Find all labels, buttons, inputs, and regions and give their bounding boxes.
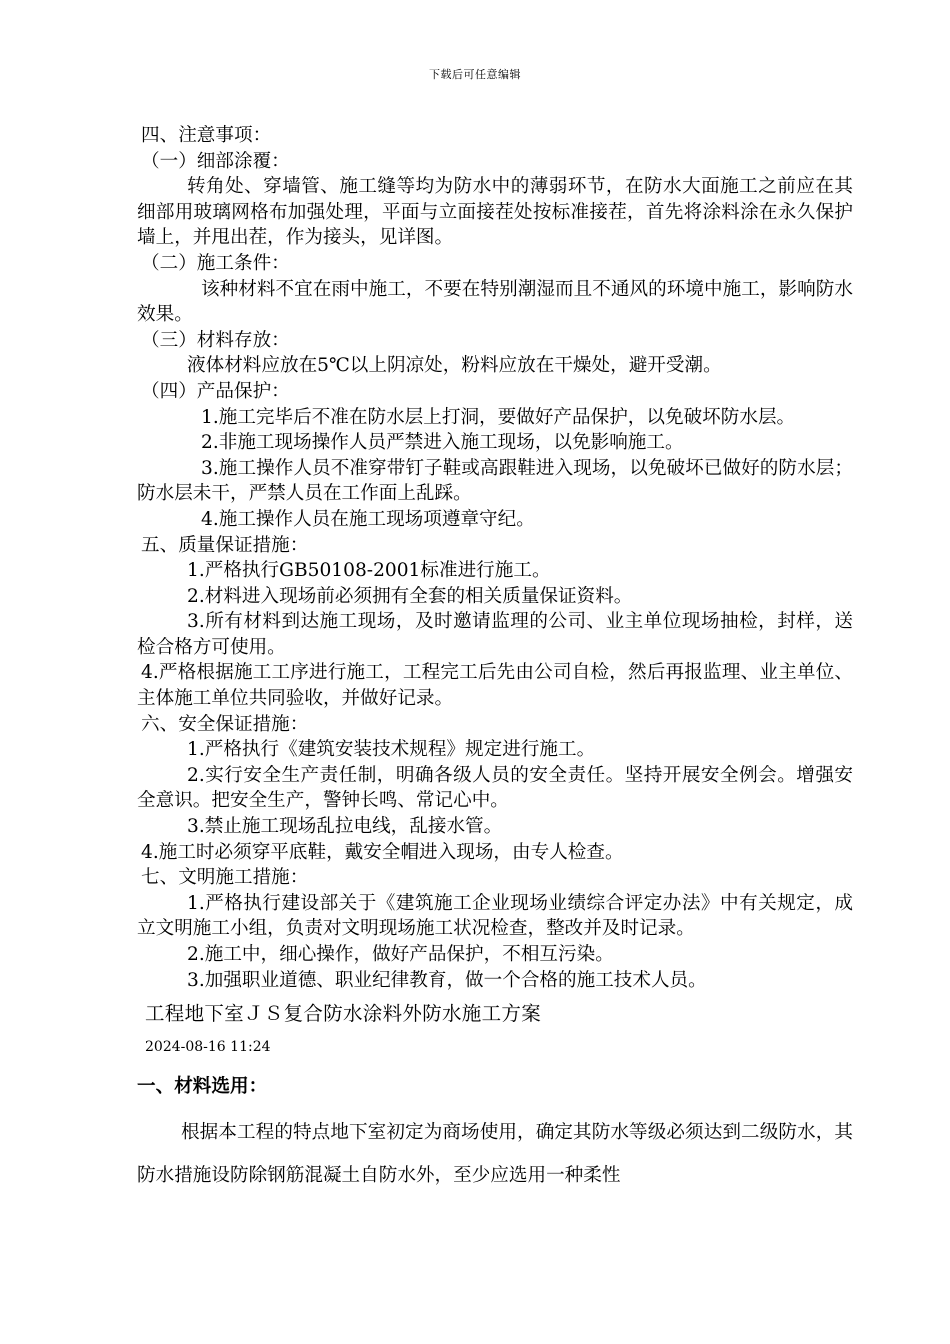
paragraph: 3.施工操作人员不准穿带钉子鞋或高跟鞋进入现场，以免破坏已做好的防水层；防水层未干，严禁人员在工作面上乱踩。 xyxy=(137,457,853,505)
paragraph: 六、安全保证措施： xyxy=(141,713,309,735)
document-body xyxy=(137,123,853,1197)
section-body-paragraph: 根据本工程的特点地下室初定为商场使用，确定其防水等级必须达到二级防水，其防水措施设防除钢筋混凝土自防水外，至少应选用一种柔性 xyxy=(137,1122,853,1187)
paragraph: （三）材料存放： xyxy=(141,329,290,351)
page-header: 下载后可任意编辑 xyxy=(429,68,521,81)
paragraph: 四、注意事项： xyxy=(141,125,272,146)
paragraph: 1.严格执行建设部关于《建筑施工企业现场业绩综合评定办法》中有关规定，成立文明施工小组，负责对文明现场施工状况检查，整改并及时记录。 xyxy=(137,892,853,940)
paragraph: 4.严格根据施工工序进行施工，工程完工后先由公司自检，然后再报监理、业主单位、主体施工单位共同验收，并做好记录。 xyxy=(137,662,853,710)
paragraph: 1.严格执行《建筑安装技术规程》规定进行施工。 xyxy=(187,739,596,761)
paragraph: 2.实行安全生产责任制，明确各级人员的安全责任。坚持开展安全例会。增强安全意识。把安全生产，警钟长鸣、常记心中。 xyxy=(137,764,853,812)
paragraph: （一）细部涂覆： xyxy=(141,150,290,172)
timestamp: 2024-08-16 11:24 xyxy=(145,1039,271,1056)
paragraph: 该种材料不宜在雨中施工，不要在特别潮湿而且不通风的环境中施工，影响防水效果。 xyxy=(137,278,853,326)
paragraph: 1.施工完毕后不准在防水层上打洞，要做好产品保护，以免破坏防水层。 xyxy=(201,406,796,428)
section-heading: 一、材料选用： xyxy=(137,1076,268,1098)
paragraph: 转角处、穿墙管、施工缝等均为防水中的薄弱环节，在防水大面施工之前应在其细部用玻璃网格布加强处理，平面与立面接茬处按标准接茬，首先将涂料涂在永久保护墙上，并甩出茬，作为接头，见详图。 xyxy=(137,176,853,249)
paragraph: 七、文明施工措施： xyxy=(141,867,309,889)
paragraph: 2.材料进入现场前必须拥有全套的相关质量保证资料。 xyxy=(187,585,633,607)
paragraph: （四）产品保护： xyxy=(141,380,290,402)
paragraph: 4.施工时必须穿平底鞋，戴安全帽进入现场，由专人检查。 xyxy=(141,841,624,863)
paragraph: 1.严格执行GB50108-2001标准进行施工。 xyxy=(187,560,551,582)
paragraph: 4.施工操作人员在施工现场项遵章守纪。 xyxy=(201,508,535,530)
paragraph: 3.禁止施工现场乱拉电线，乱接水管。 xyxy=(187,816,503,838)
paragraph: 3.所有材料到达施工现场，及时邀请监理的公司、业主单位现场抽检，封样，送检合格方可使用。 xyxy=(137,611,853,658)
document-title: 工程地下室ＪＳ复合防水涂料外防水施工方案 xyxy=(145,1002,542,1026)
paragraph: 2.施工中，细心操作，做好产品保护，不相互污染。 xyxy=(187,944,614,965)
paragraph: 液体材料应放在5℃以上阴凉处，粉料应放在干燥处，避开受潮。 xyxy=(187,355,722,377)
paragraph: 2.非施工现场操作人员严禁进入施工现场，以免影响施工。 xyxy=(201,432,684,454)
paragraph: 3.加强职业道德、职业纪律教育，做一个合格的施工技术人员。 xyxy=(187,969,707,991)
paragraph: （二）施工条件： xyxy=(141,252,290,274)
paragraph: 五、质量保证措施： xyxy=(141,534,309,556)
paragraph-list xyxy=(137,123,853,993)
